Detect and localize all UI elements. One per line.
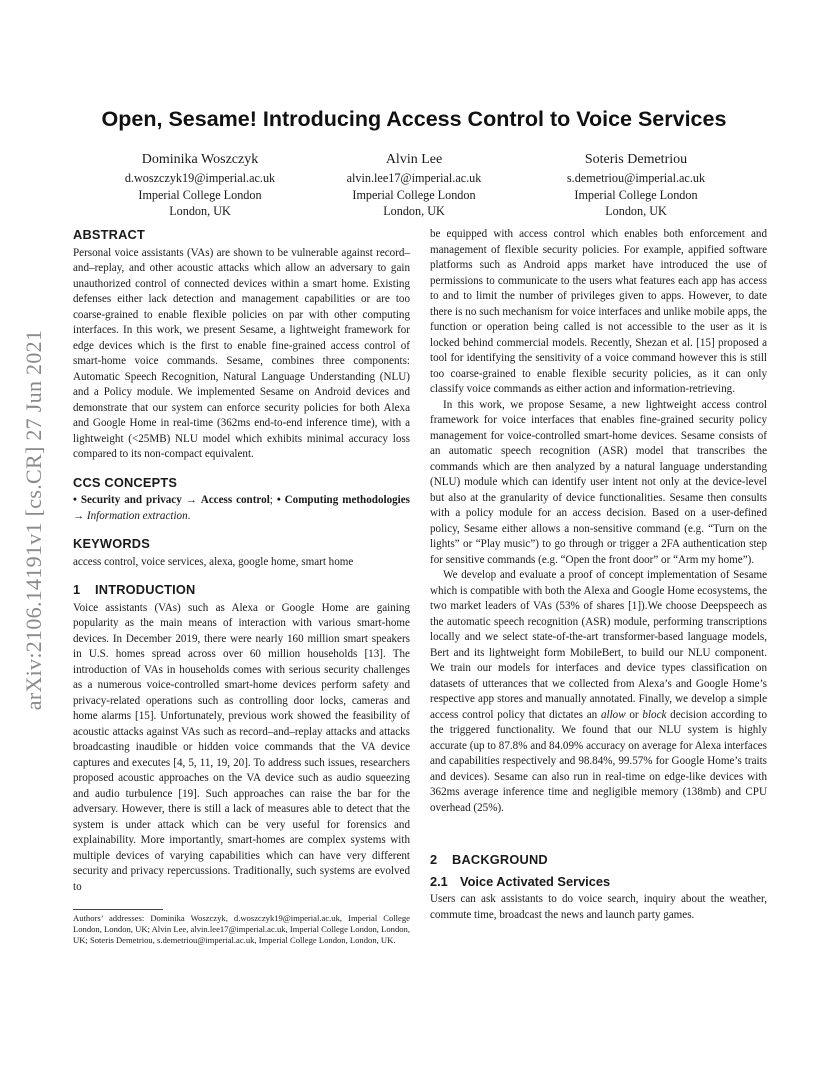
intro-p3-block: block — [642, 708, 667, 721]
section-number: 2 — [430, 852, 438, 867]
arxiv-identifier-text: arXiv:2106.14191v1 [cs.CR] 27 Jun 2021 — [21, 329, 46, 711]
right-column — [430, 227, 767, 923]
intro-paragraph-1-continued: be equipped with access control which enables both enforcement and management of flexible security policies. For example, appified software platforms such as Android apps market have introduced the use of permissions to communicate to the users what features each app has access to and to limit the number of privileges given to apps. However, to date there is no such mechanism for voice interfaces and unlike mobile apps, the function or operation being called is not accessible to the user as it is locked behind commercial models. Recently, Shezan et al. [15] proposed a tool for identifying the sensitivity of a voice command however this is still too coarse-grained to enable flexible security policies, as it can only classify voice commands as either action and information-retrieving. — [430, 228, 767, 395]
subsection-heading-voice-services — [430, 874, 767, 890]
ccs-end: . — [187, 509, 191, 522]
section-number: 1 — [73, 582, 81, 597]
abstract-text: Personal voice assistants (VAs) are shown to be vulnerable against record–and–replay, and other acoustic attacks which allow an adversary to gain unauthorized control of connected devices within a smart home. Existing defenses either lack detection and management capabilities or are too coarse-grained to enable flexible policies on par with other computing interfaces. In this work, we present Sesame, a lightweight framework for edge devices which is the first to enable fine-grained access control of smart-home voice commands. Sesame, combines three components: Automatic Speech Recognition, Natural Language Understanding (NLU) and a Policy module. We implemented Sesame on Android devices and demonstrate that our system can enforce security policies for both Alexa and Google Home in real-time (362ms end-to-end inference time), with a lightweight (<25MB) NLU model which exhibits minimal accuracy loss compared to its non-compact equivalent. — [73, 246, 410, 460]
ccs-heading: CCS CONCEPTS — [73, 474, 178, 490]
section-title: INTRODUCTION — [95, 582, 196, 597]
ccs-arrow: → — [73, 509, 87, 522]
left-column — [73, 227, 410, 946]
background-paragraph: Users can ask assistants to do voice search, inquiry about the weather, commute time, broadcast the news and launch party games. — [430, 893, 767, 921]
author-name: Dominika Woszczyk — [141, 152, 259, 167]
footnote-rule — [73, 909, 163, 910]
intro-p3-allow: allow — [600, 708, 626, 721]
paper-title: Open, Sesame! Introducing Access Control to Voice Services — [101, 107, 727, 131]
author-block-1 — [85, 150, 315, 220]
author-name: Soteris Demetriou — [584, 152, 688, 167]
author-name: Alvin Lee — [385, 152, 443, 167]
abstract-heading: ABSTRACT — [73, 227, 145, 242]
authors-footnote: Authors’ addresses: Dominika Woszczyk, d.woszczyk19@imperial.ac.uk, Imperial College London, London, UK; Alvin Lee, alvin.lee17@imperial.ac.uk, Imperial College London, London, UK; Soteris Demetriou, s.demetriou@imperial.ac.uk, Imperial College London, London, UK. — [73, 913, 410, 945]
subsection-title: Voice Activated Services — [460, 873, 611, 889]
intro-p3-or: or — [625, 708, 643, 721]
author-location: London, UK — [605, 204, 667, 218]
author-email: d.woszczyk19@imperial.ac.uk — [124, 171, 276, 185]
author-location: London, UK — [383, 204, 445, 218]
section-heading-introduction — [73, 582, 410, 598]
intro-paragraph-2: In this work, we propose Sesame, a new lightweight access control framework for voice interfaces that enables fine-grained security policy management for voice-controlled smart-home devices. Sesame consists of an automatic speech recognition (ASR) model that transcribes the commands which are then analyzed by a natural language understanding (NLU) module which can identify user intent not only at the device-level but also at the granularity of device functionalities. Sesame then consults with a policy module for an access decision. Based on a user-defined policy, Sesame either allows a non-sensitive command (e.g. “Turn on the lights” or “Play music”) to go through or trigger a 2FA authentication step for sensitive commands (e.g. “Open the front door” or “Arm my home”). — [430, 398, 767, 566]
intro-p3-part-b: decision according to the triggered functionality. We found that our NLU system is highly accurate (up to 87.8% and 84.09% accuracy on average for Alexa interfaces and capabilities respectively and 98.84%, 99.57% for Google Home’s traits and devices). Sesame can also run in real-time on edge-like devices with 362ms average inference time and negligible memory (138mb) and CPU overhead (25%). — [430, 708, 768, 814]
author-affiliation: Imperial College London — [574, 187, 698, 202]
ccs-target-2: Information extraction — [86, 509, 188, 522]
author-email: alvin.lee17@imperial.ac.uk — [346, 171, 482, 185]
intro-paragraph-3 — [430, 568, 767, 816]
author-email: s.demetriou@imperial.ac.uk — [566, 171, 706, 185]
ccs-bullet-1: • Security and privacy — [73, 494, 182, 506]
intro-p3-part-a: We develop and evaluate a proof of concept implementation of Sesame which is compatible with both the Alexa and Google Home ecosystems, the two market leaders of VAs (53% of shares [1]).We choose Deepspeech as the automatic speech recognition (ASR) module, performing transcriptions locally and we select state-of-the-art transformer-based language models, Bert and its lightweight form MobileBert, to build our NLU component. We train our models for interfaces and device types classification on datasets of utterances that we collected from Alexa’s and Google Home’s respective app stores and manually annotated. Finally, we develop a simple access control policy that dictates an — [430, 569, 767, 721]
ccs-target-1: Access control — [200, 494, 270, 506]
section-title: BACKGROUND — [452, 852, 548, 867]
author-affiliation: Imperial College London — [352, 187, 476, 202]
section-heading-background — [430, 852, 767, 868]
author-affiliation: Imperial College London — [138, 187, 262, 202]
ccs-bullet-2: • Computing methodologies — [276, 494, 410, 506]
author-block-3 — [521, 150, 751, 220]
keywords-heading: KEYWORDS — [73, 536, 150, 551]
subsection-number: 2.1 — [430, 873, 448, 889]
author-block-2 — [299, 150, 529, 220]
arxiv-identifier — [14, 290, 54, 750]
author-location: London, UK — [169, 204, 231, 218]
intro-paragraph-1: Voice assistants (VAs) such as Alexa or Google Home are gaining popularity as the main means of interaction with various smart-home devices. In December 2019, there were nearly 160 million smart speakers in U.S. homes spread across over 60 million households [13]. The introduction of VAs in households comes with serious security challenges as a numerous voice-controlled smart-home devices perform safety and privacy-related operations such as controlling door locks, cameras and home alarms [15]. Unfortunately, previous work showed the feasibility of acoustic attacks against VAs such as record–and–replay attacks and attacks broadcasting inaudible or hidden voice commands that the VA device captures and executes [4, 5, 11, 19, 20]. To address such issues, researchers proposed acoustic approaches on the VA device such as audio squeezing and audio turbulence [19]. Such approaches can raise the bar for the adversary. However, there is still a lack of measures able to detect that the system is under attack which can be very useful for forensics and explainability. More importantly, smart-homes are complex systems with multiple devices of varying capabilities which can have very different security and privacy repercussions. Traditionally, such systems are evolved to — [73, 601, 410, 893]
ccs-separator: ; — [269, 494, 277, 506]
keywords-text: access control, voice services, alexa, google home, smart home — [73, 555, 354, 568]
ccs-concepts — [73, 493, 410, 524]
ccs-arrow: → — [181, 494, 201, 506]
